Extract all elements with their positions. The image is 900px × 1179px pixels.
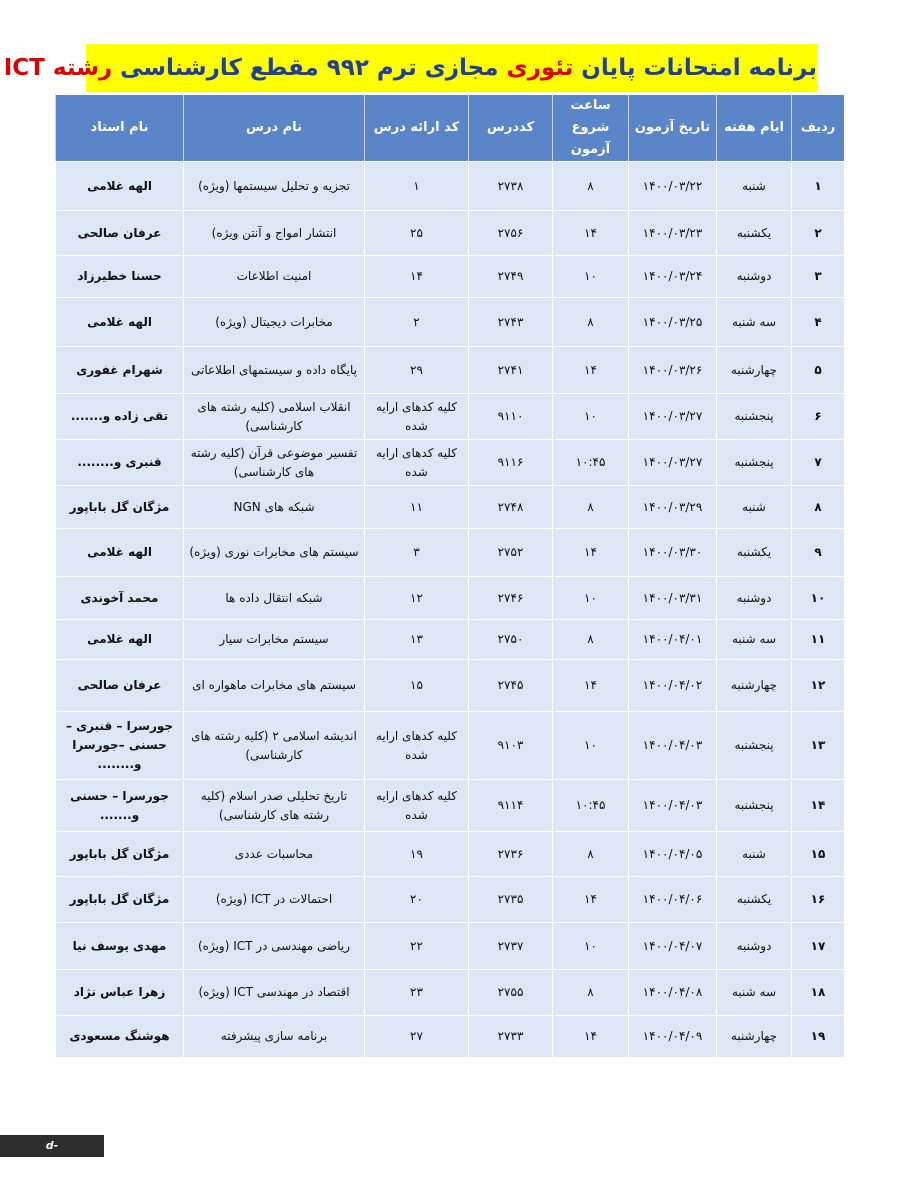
cell-teacher-name: محمد آخوندی xyxy=(56,577,184,620)
table-header-row xyxy=(56,95,845,162)
header-exam-date: تاریخ آزمون xyxy=(629,95,717,162)
cell-teacher-name: قنبری و........ xyxy=(56,440,184,486)
cell-weekday: چهارشنبه xyxy=(717,660,792,712)
cell-offer-code: ۱۵ xyxy=(365,660,469,712)
cell-row-number: ۱۱ xyxy=(792,620,845,660)
cell-teacher-name: الهه غلامی xyxy=(56,529,184,577)
cell-start-time: ۸ xyxy=(553,620,629,660)
cell-weekday: شنبه xyxy=(717,486,792,529)
cell-weekday: پنجشنبه xyxy=(717,780,792,832)
cell-offer-code: ۲۷ xyxy=(365,1016,469,1058)
cell-course-code: ۹۱۱۰ xyxy=(469,394,553,440)
cell-course-name: ریاضی مهندسی در ICT (ویژه) xyxy=(184,923,365,970)
cell-row-number: ۱۵ xyxy=(792,832,845,877)
table-row xyxy=(56,529,845,577)
cell-exam-date: ۱۴۰۰/۰۴/۰۳ xyxy=(629,712,717,780)
title-part-3: مجازی ترم ۹۹۲ مقطع کارشناسی xyxy=(112,55,507,81)
cell-weekday: چهارشنبه xyxy=(717,1016,792,1058)
cell-exam-date: ۱۴۰۰/۰۳/۲۹ xyxy=(629,486,717,529)
cell-exam-date: ۱۴۰۰/۰۳/۲۴ xyxy=(629,256,717,298)
cell-offer-code: ۱۲ xyxy=(365,577,469,620)
cell-weekday: دوشنبه xyxy=(717,923,792,970)
cell-exam-date: ۱۴۰۰/۰۴/۰۶ xyxy=(629,877,717,923)
cell-weekday: سه شنبه xyxy=(717,620,792,660)
cell-course-code: ۲۷۴۵ xyxy=(469,660,553,712)
cell-course-name: شبکه انتقال داده ها xyxy=(184,577,365,620)
cell-start-time: ۱۰ xyxy=(553,923,629,970)
cell-exam-date: ۱۴۰۰/۰۳/۳۰ xyxy=(629,529,717,577)
cell-teacher-name: مژگان گل باباپور xyxy=(56,486,184,529)
cell-row-number: ۱۷ xyxy=(792,923,845,970)
cell-offer-code: ۲۰ xyxy=(365,877,469,923)
cell-teacher-name: زهرا عباس نژاد xyxy=(56,970,184,1016)
cell-exam-date: ۱۴۰۰/۰۳/۲۷ xyxy=(629,440,717,486)
cell-teacher-name: مژگان گل باباپور xyxy=(56,832,184,877)
page-title xyxy=(3,44,817,92)
cell-offer-code: ۲۹ xyxy=(365,347,469,394)
table-row xyxy=(56,162,845,211)
cell-teacher-name: عرفان صالحی xyxy=(56,660,184,712)
table-row xyxy=(56,780,845,832)
cell-row-number: ۱۳ xyxy=(792,712,845,780)
cell-course-name: تفسیر موضوعی قرآن (کلیه رشته های کارشناسی) xyxy=(184,440,365,486)
cell-start-time: ۱۰ xyxy=(553,577,629,620)
table-row xyxy=(56,394,845,440)
cell-course-name: مخابرات دیجیتال (ویژه) xyxy=(184,298,365,347)
cell-offer-code: ۱۴ xyxy=(365,256,469,298)
cell-row-number: ۱۹ xyxy=(792,1016,845,1058)
cell-course-code: ۲۷۳۸ xyxy=(469,162,553,211)
table-row xyxy=(56,211,845,256)
header-start-time: ساعت شروع آزمون xyxy=(553,95,629,162)
cell-weekday: پنجشنبه xyxy=(717,440,792,486)
cell-course-code: ۲۷۳۳ xyxy=(469,1016,553,1058)
cell-start-time: ۱۴ xyxy=(553,1016,629,1058)
cell-teacher-name: حسنا خطیرزاد xyxy=(56,256,184,298)
cell-row-number: ۱۴ xyxy=(792,780,845,832)
cell-course-name: شبکه های NGN xyxy=(184,486,365,529)
cell-offer-code: ۱ xyxy=(365,162,469,211)
cell-course-name: اقتصاد در مهندسی ICT (ویژه) xyxy=(184,970,365,1016)
cell-course-name: انتشار امواج و آنتن ویژه) xyxy=(184,211,365,256)
cell-offer-code: ۲۳ xyxy=(365,970,469,1016)
cell-course-name: محاسبات عددی xyxy=(184,832,365,877)
cell-course-code: ۹۱۱۶ xyxy=(469,440,553,486)
cell-weekday: سه شنبه xyxy=(717,970,792,1016)
cell-offer-code: کلیه کدهای ارایه شده xyxy=(365,394,469,440)
cell-offer-code: ۱۳ xyxy=(365,620,469,660)
cell-row-number: ۱۰ xyxy=(792,577,845,620)
cell-start-time: ۸ xyxy=(553,486,629,529)
cell-teacher-name: الهه غلامی xyxy=(56,162,184,211)
cell-teacher-name: تقی زاده و....... xyxy=(56,394,184,440)
cell-start-time: ۱۴ xyxy=(553,347,629,394)
cell-course-code: ۲۷۵۲ xyxy=(469,529,553,577)
header-weekday: ایام هفته xyxy=(717,95,792,162)
cell-start-time: ۱۰:۴۵ xyxy=(553,780,629,832)
cell-course-code: ۲۷۴۳ xyxy=(469,298,553,347)
cell-teacher-name: عرفان صالحی xyxy=(56,211,184,256)
cell-exam-date: ۱۴۰۰/۰۳/۲۲ xyxy=(629,162,717,211)
table-row xyxy=(56,970,845,1016)
cell-weekday: یکشنبه xyxy=(717,529,792,577)
cell-course-name: سیستم های مخابرات نوری (ویژه) xyxy=(184,529,365,577)
cell-course-name: برنامه سازی پیشرفته xyxy=(184,1016,365,1058)
cell-teacher-name: مهدی یوسف نیا xyxy=(56,923,184,970)
cell-course-code: ۲۷۴۶ xyxy=(469,577,553,620)
cell-course-name: تاریخ تحلیلی صدر اسلام (کلیه رشته های کارشناسی) xyxy=(184,780,365,832)
cell-exam-date: ۱۴۰۰/۰۳/۳۱ xyxy=(629,577,717,620)
cell-start-time: ۸ xyxy=(553,298,629,347)
table-row xyxy=(56,298,845,347)
cell-course-name: انقلاب اسلامی (کلیه رشته های کارشناسی) xyxy=(184,394,365,440)
cell-start-time: ۱۰ xyxy=(553,712,629,780)
cell-start-time: ۱۴ xyxy=(553,211,629,256)
cell-exam-date: ۱۴۰۰/۰۴/۰۳ xyxy=(629,780,717,832)
cell-weekday: دوشنبه xyxy=(717,256,792,298)
cell-row-number: ۷ xyxy=(792,440,845,486)
cell-offer-code: کلیه کدهای ارایه شده xyxy=(365,780,469,832)
table-row xyxy=(56,712,845,780)
cell-teacher-name: جورسرا – حسنی و....... xyxy=(56,780,184,832)
table-row xyxy=(56,1016,845,1058)
title-part-2: تئوری xyxy=(506,55,574,81)
header-course-name: نام درس xyxy=(184,95,365,162)
cell-exam-date: ۱۴۰۰/۰۴/۰۵ xyxy=(629,832,717,877)
cell-row-number: ۹ xyxy=(792,529,845,577)
cell-course-code: ۲۷۵۵ xyxy=(469,970,553,1016)
cell-weekday: پنجشنبه xyxy=(717,394,792,440)
cell-exam-date: ۱۴۰۰/۰۴/۰۲ xyxy=(629,660,717,712)
cell-course-name: احتمالات در ICT (ویژه) xyxy=(184,877,365,923)
cell-weekday: یکشنبه xyxy=(717,211,792,256)
title-part-1: برنامه امتحانات پایان xyxy=(573,55,817,81)
cell-start-time: ۸ xyxy=(553,970,629,1016)
cell-course-code: ۲۷۵۰ xyxy=(469,620,553,660)
cell-exam-date: ۱۴۰۰/۰۳/۲۷ xyxy=(629,394,717,440)
cell-offer-code: ۱۹ xyxy=(365,832,469,877)
header-offer-code: کد ارائه درس xyxy=(365,95,469,162)
cell-course-name: پایگاه داده و سیستمهای اطلاعاتی xyxy=(184,347,365,394)
table-row xyxy=(56,577,845,620)
cell-exam-date: ۱۴۰۰/۰۴/۰۹ xyxy=(629,1016,717,1058)
title-part-4: رشته ICT xyxy=(3,55,113,81)
cell-row-number: ۶ xyxy=(792,394,845,440)
cell-course-code: ۹۱۱۴ xyxy=(469,780,553,832)
cell-start-time: ۱۴ xyxy=(553,877,629,923)
table-row xyxy=(56,832,845,877)
cell-course-code: ۲۷۳۷ xyxy=(469,923,553,970)
cell-row-number: ۸ xyxy=(792,486,845,529)
cell-row-number: ۳ xyxy=(792,256,845,298)
cell-teacher-name: شهرام غفوری xyxy=(56,347,184,394)
cell-course-code: ۹۱۰۳ xyxy=(469,712,553,780)
cell-start-time: ۸ xyxy=(553,162,629,211)
cell-row-number: ۱۲ xyxy=(792,660,845,712)
table-body xyxy=(56,162,845,1058)
cell-weekday: شنبه xyxy=(717,832,792,877)
cell-course-code: ۲۷۳۵ xyxy=(469,877,553,923)
cell-exam-date: ۱۴۰۰/۰۴/۰۷ xyxy=(629,923,717,970)
cell-start-time: ۱۰:۴۵ xyxy=(553,440,629,486)
exam-schedule-table xyxy=(55,94,845,1058)
cell-row-number: ۵ xyxy=(792,347,845,394)
header-teacher-name: نام استاد xyxy=(56,95,184,162)
cell-exam-date: ۱۴۰۰/۰۳/۲۳ xyxy=(629,211,717,256)
cell-course-code: ۲۷۵۶ xyxy=(469,211,553,256)
cell-course-name: سیستم های مخابرات ماهواره ای xyxy=(184,660,365,712)
cell-offer-code: ۲۲ xyxy=(365,923,469,970)
cell-start-time: ۱۴ xyxy=(553,660,629,712)
cell-row-number: ۴ xyxy=(792,298,845,347)
cell-weekday: پنجشنبه xyxy=(717,712,792,780)
cell-teacher-name: الهه غلامی xyxy=(56,298,184,347)
cell-teacher-name: الهه غلامی xyxy=(56,620,184,660)
table-row xyxy=(56,877,845,923)
table-row xyxy=(56,347,845,394)
cell-course-name: امنیت اطلاعات xyxy=(184,256,365,298)
header-row-number: ردیف xyxy=(792,95,845,162)
table-row xyxy=(56,256,845,298)
cell-offer-code: کلیه کدهای ارایه شده xyxy=(365,712,469,780)
cell-course-name: تجزیه و تحلیل سیستمها (ویژه) xyxy=(184,162,365,211)
cell-offer-code: ۲ xyxy=(365,298,469,347)
cell-weekday: یکشنبه xyxy=(717,877,792,923)
cell-course-name: سیستم مخابرات سیار xyxy=(184,620,365,660)
cell-teacher-name: هوشنگ مسعودی xyxy=(56,1016,184,1058)
cell-weekday: شنبه xyxy=(717,162,792,211)
cell-weekday: چهارشنبه xyxy=(717,347,792,394)
cell-course-code: ۲۷۴۸ xyxy=(469,486,553,529)
cell-start-time: ۱۰ xyxy=(553,256,629,298)
table-row xyxy=(56,486,845,529)
table-row xyxy=(56,660,845,712)
header-course-code: کددرس xyxy=(469,95,553,162)
cell-offer-code: کلیه کدهای ارایه شده xyxy=(365,440,469,486)
cell-exam-date: ۱۴۰۰/۰۴/۰۸ xyxy=(629,970,717,1016)
cell-course-code: ۲۷۴۱ xyxy=(469,347,553,394)
cell-row-number: ۱۶ xyxy=(792,877,845,923)
table-row xyxy=(56,620,845,660)
table-row xyxy=(56,440,845,486)
cell-teacher-name: جورسرا – قنبری – حسنی –جورسرا و........ xyxy=(56,712,184,780)
cell-weekday: دوشنبه xyxy=(717,577,792,620)
table-row xyxy=(56,923,845,970)
cell-start-time: ۸ xyxy=(553,832,629,877)
cell-row-number: ۱ xyxy=(792,162,845,211)
cell-course-name: اندیشه اسلامی ۲ (کلیه رشته های کارشناسی) xyxy=(184,712,365,780)
cell-exam-date: ۱۴۰۰/۰۴/۰۱ xyxy=(629,620,717,660)
cell-offer-code: ۲۵ xyxy=(365,211,469,256)
cell-offer-code: ۳ xyxy=(365,529,469,577)
cell-teacher-name: مژگان گل باباپور xyxy=(56,877,184,923)
cell-weekday: سه شنبه xyxy=(717,298,792,347)
cell-exam-date: ۱۴۰۰/۰۳/۲۵ xyxy=(629,298,717,347)
cell-row-number: ۲ xyxy=(792,211,845,256)
cell-start-time: ۱۴ xyxy=(553,529,629,577)
cell-course-code: ۲۷۳۶ xyxy=(469,832,553,877)
cell-course-code: ۲۷۴۹ xyxy=(469,256,553,298)
cell-offer-code: ۱۱ xyxy=(365,486,469,529)
site-watermark: d-babol.nus.ac.ir xyxy=(0,1135,104,1157)
cell-start-time: ۱۰ xyxy=(553,394,629,440)
cell-row-number: ۱۸ xyxy=(792,970,845,1016)
cell-exam-date: ۱۴۰۰/۰۳/۲۶ xyxy=(629,347,717,394)
